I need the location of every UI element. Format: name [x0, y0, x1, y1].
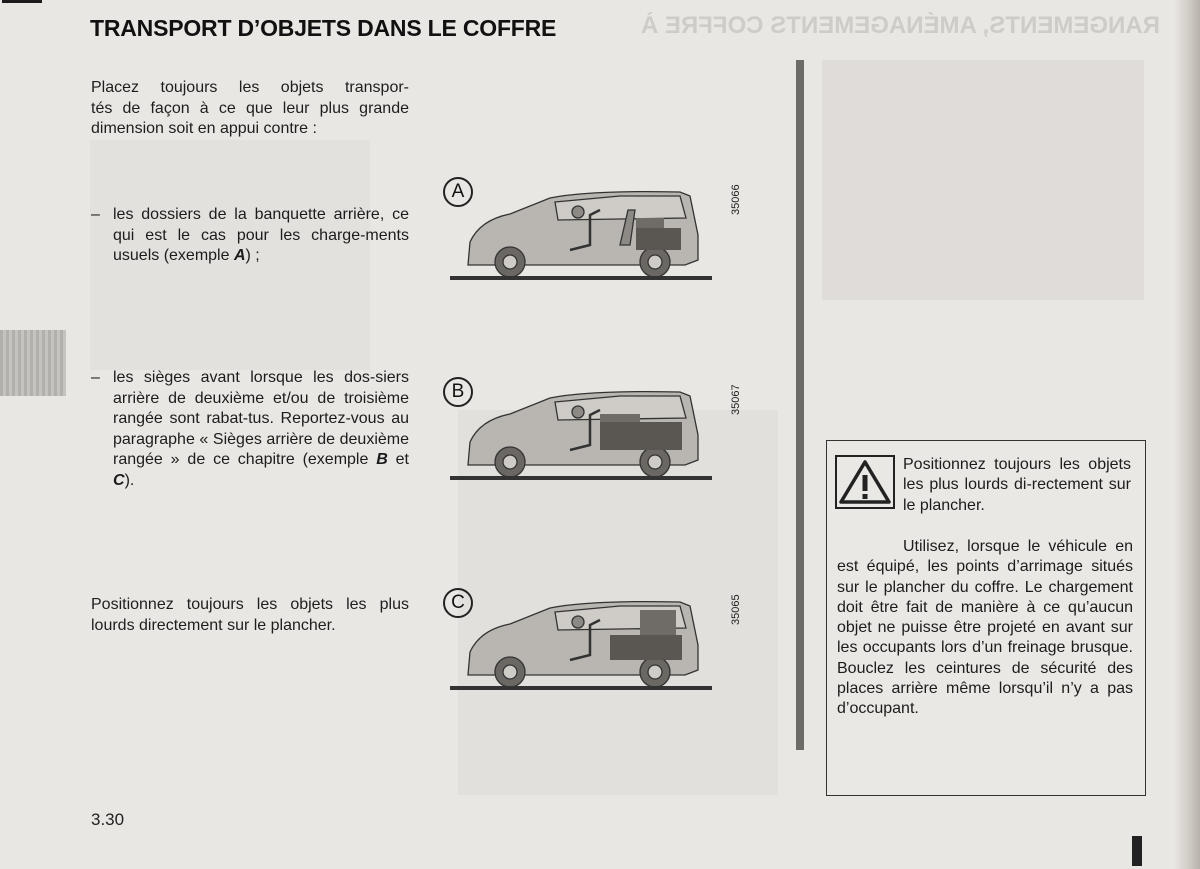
- car-loading-figure-b: [440, 380, 760, 500]
- list-item-suffix: ).: [124, 471, 135, 489]
- list-item-text: [113, 368, 409, 491]
- warning-text-lead: Positionnez toujours les objets les plus lourds di-rectement sur le plancher.: [903, 456, 1131, 514]
- list-item-suffix: ) ;: [245, 247, 260, 264]
- warning-box: [826, 440, 1146, 796]
- example-ref: B: [376, 451, 388, 468]
- column-divider: [796, 60, 804, 750]
- car-loading-figure-a: [440, 180, 760, 300]
- intro-line: Placez toujours les objets transpor-: [91, 79, 409, 96]
- intro-paragraph: [91, 78, 409, 140]
- corner-mark: [2, 0, 42, 3]
- example-ref: C: [113, 471, 125, 489]
- ground-line: [450, 686, 712, 690]
- list-item-text: [113, 205, 409, 267]
- list-item-body: les dossiers de la banquette arrière, ce qui est le cas pour les charge-ments usuels (exemple: [113, 206, 409, 264]
- figure-code: 35065: [730, 594, 742, 625]
- intro-line: dimension soit en appui contre :: [91, 120, 317, 137]
- section-marker: [1132, 836, 1142, 866]
- figure-code: 35066: [730, 184, 742, 215]
- page-number: 3.30: [91, 810, 125, 829]
- list-dash: –: [91, 206, 100, 223]
- car-loading-figure-c: [440, 590, 760, 710]
- ground-line: [450, 276, 712, 280]
- list-item: [91, 368, 411, 518]
- figure-code: 35067: [730, 384, 742, 415]
- list-item-middle: et: [387, 451, 410, 468]
- figure-letter: A: [443, 177, 473, 207]
- chapter-tab: [0, 330, 66, 396]
- list-item: [91, 205, 411, 275]
- page-title: TRANSPORT D’OBJETS DANS LE COFFRE: [90, 15, 557, 41]
- list-dash: –: [91, 369, 100, 386]
- page-edge: [1174, 0, 1200, 869]
- example-ref: A: [233, 247, 246, 264]
- figure-letter: C: [443, 588, 473, 618]
- closing-paragraph: Positionnez toujours les objets les plus lourds directement sur le plancher.: [91, 596, 409, 634]
- figure-letter: B: [443, 377, 473, 407]
- warning-triangle-icon: [835, 455, 895, 509]
- intro-line: tés de façon à ce que leur plus grande: [91, 99, 409, 117]
- warning-text-body: Utilisez, lorsque le véhicule en est équipé, les points d’arrimage situés sur le plancher du coffre. Le chargement doit être fait de manière à ce qu’aucun objet ne puisse être projeté en avant sur les occupants lors d’un freinage brusque. Bouclez les ceintures de sécurité des places arrière même lorsqu’il n’y a pas d’occupant.: [837, 538, 1133, 718]
- list-item-body: les sièges avant lorsque les dos-siers arrière de deuxième et/ou de troisième rangée sont rabat-tus. Reportez-vous au paragraphe « Sièges arrière de deuxième rangée » de ce chapitre (exemple: [113, 369, 409, 468]
- ghost-figure: [822, 60, 1144, 300]
- ground-line: [450, 476, 712, 480]
- ghost-heading: RANGEMENTS, AMÉNAGEMENTS COFFRE À: [640, 12, 1160, 38]
